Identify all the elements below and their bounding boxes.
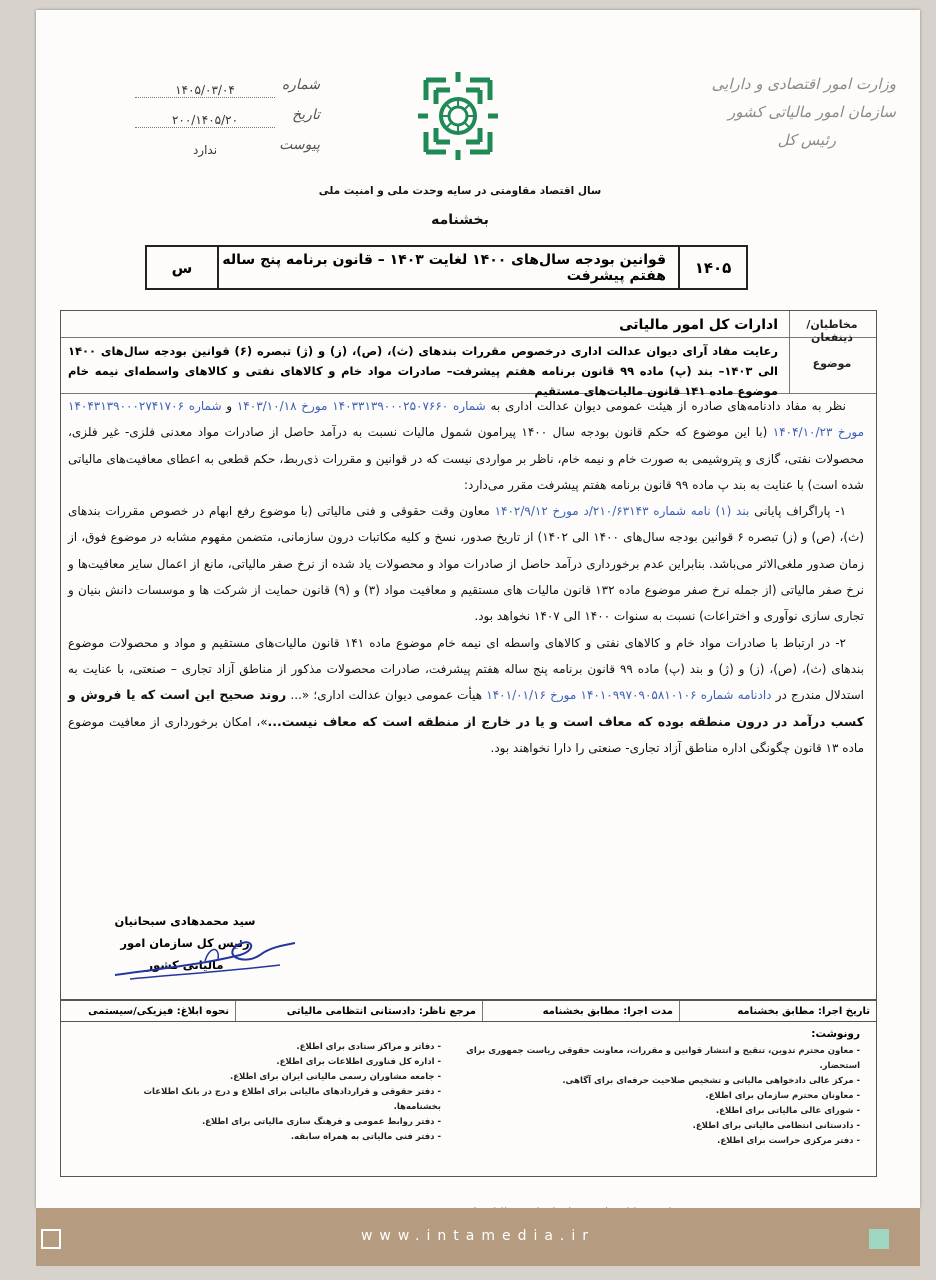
- text: ۲- در ارتباط با صادرات مواد خام و کالاهای نفتی و کالاهای واسطه ای نیمه خام موضوع ماده ۱۴۱ قانون مالیات‌های مستقیم و مواد و محصولات موضوع بندهای (ث)، (ص)، (ز) و (ژ) و بند (پ) ماده ۹۹ قانون برنامه پنج ساله هفتم پیشرفت، صادرات محصولات مذکور از مناطق آزاد تجاری – صنعتی، با عنایت به استدلال مندرج در: [68, 635, 864, 703]
- letter-meta: [110, 75, 320, 165]
- ministry-header: [666, 70, 896, 154]
- ministry-line: رئیس کل: [777, 131, 836, 149]
- addressee-value: ادارات کل امور مالیاتی: [619, 317, 778, 333]
- date-value: ۲۰۰/۱۴۰۵/۲۰: [135, 113, 275, 128]
- duration: مدت اجرا: مطابق بخشنامه: [482, 1001, 679, 1021]
- footer-strip: [36, 1208, 920, 1266]
- circular-table: [60, 310, 877, 1000]
- list-item: - دادستانی انتظامی مالیاتی برای اطلاع.: [692, 1121, 860, 1131]
- list-item: - دفتر فنی مالیاتی به همراه سابقه.: [290, 1132, 441, 1142]
- text: (با این موضوع که حکم قانون بودجه سال ۱۴۰۰ پیرامون شمول مالیات نسبت به درآمد حاصل از صادرات مواد معدنی فلزی- غیر فلزی، محصولات نفتی، گازی و پتروشیمی به صورت خام و نیمه خام، ناظر بر مواردی نیست که در قوانین و مقررات ذی‌ربط، حکم قطعی به اعطای معافیت‌های مالیاتی شده است) با عنایت به بند پ ماده ۹۹ قانون برنامه هفتم پیشرفت مقرر می‌دارد:: [68, 425, 864, 492]
- text: و: [221, 399, 237, 413]
- number-value: ۱۴۰۵/۰۳/۰۴: [135, 83, 275, 98]
- clause-2: [68, 630, 864, 761]
- list-item: - دفتر حقوقی و قراردادهای مالیاتی برای اطلاع و درج در بانک اطلاعات بخشنامه‌ها.: [143, 1087, 441, 1112]
- subject-label: موضوع: [812, 357, 852, 370]
- list-item: - دفاتر و مراکز ستادی برای اطلاع.: [296, 1042, 441, 1052]
- ministry-line: وزارت امور اقتصادی و دارایی: [711, 75, 896, 93]
- list-item: - شورای عالی مالیاتی برای اطلاع.: [715, 1106, 860, 1116]
- ministry-line: سازمان امور مالیاتی کشور: [728, 103, 896, 121]
- corner-square-icon: [868, 1228, 890, 1250]
- ruling-ref-1: شماره ۱۴۰۳۳۱۳۹۰۰۰۲۵۰۷۶۶۰ مورخ ۱۴۰۳/۱۰/۱۸: [236, 399, 486, 413]
- addressee-label: مخاطبان/ذینفعان: [806, 318, 858, 344]
- signer-name: سید محمدهادی سبحانیان: [114, 914, 256, 928]
- document-title: بخشنامه: [431, 212, 489, 228]
- circular-body: [68, 393, 864, 761]
- list-item: - جامعه مشاوران رسمی مالیاتی ایران برای اطلاع.: [229, 1072, 441, 1082]
- list-item: - دفتر مرکزی حراست برای اطلاع.: [717, 1136, 860, 1146]
- subject-title: قوانین بودجه سال‌های ۱۴۰۰ لغایت ۱۴۰۳ – قانون برنامه پنج ساله هفتم پیشرفت: [217, 247, 678, 288]
- list-item: - معاون محترم تدوین، تنقیح و انتشار قوانین و مقررات، معاونت حقوقی ریاست جمهوری برای استحضار.: [466, 1046, 860, 1071]
- subject-text: رعایت مفاد آرای دیوان عدالت اداری درخصوص مقررات بندهای (ث)، (ص)، (ز) و (ژ) تبصره (۶) قوانین بودجه سال‌های ۱۴۰۰ الی ۱۴۰۳– بند (پ) ماده ۹۹ قانون برنامه هفتم پیشرفت– صادرات مواد خام و کالاهای نفتی و کالاهای واسطه‌ای نیمه خام موضوع ماده ۱۴۱ قانون مالیات‌های مستقیم: [68, 344, 778, 398]
- intro-paragraph: [68, 393, 864, 498]
- text: نظر به مفاد دادنامه‌های صادره از هیئت عمومی دیوان عدالت اداری به: [485, 399, 846, 413]
- date-label: تاریخ: [292, 107, 320, 123]
- row-divider: [61, 337, 876, 338]
- handwritten-signature: [110, 925, 300, 985]
- quoted-ruling: روند صحیح این است که یا فروش و کسب درآمد در درون منطقه بوده که معاف است و یا در خارج از منطقه است که معاف نیست...: [68, 687, 865, 729]
- clause-1: [68, 498, 864, 629]
- subject-code: س: [171, 258, 193, 277]
- text: »، امکان برخورداری از معافیت موضوع ماده ۱۳ قانون چگونگی اداره مناطق آزاد تجاری- صنعتی را دارا نخواهند بود.: [68, 714, 864, 755]
- signer-title: رئیس کل سازمان امور مالیاتی کشور: [120, 936, 250, 972]
- ruling-ref-3: دادنامه شماره ۱۴۰۱۰۹۹۷۰۹۰۵۸۱۰۱۰۶ مورخ ۱۴۰۱/۰۱/۱۶: [486, 688, 772, 703]
- text: هیأت عمومی دیوان عدالت اداری؛ «...: [286, 688, 487, 703]
- cc-title: رونوشت:: [811, 1028, 860, 1040]
- text: ۱- پاراگراف پایانی: [749, 504, 847, 519]
- tax-organization-logo: [416, 68, 500, 164]
- subject-year: ۱۴۰۵: [678, 247, 746, 288]
- number-label: شماره: [281, 77, 320, 93]
- cc-list-left: [111, 1040, 441, 1145]
- ruling-ref-2: شماره ۱۴۰۴۳۱۳۹۰۰۰۲۷۴۱۷۰۶ مورخ ۱۴۰۴/۱۰/۲۳: [68, 399, 865, 440]
- letter-ref: بند (۱) نامه شماره ۲۱۰/۶۳۱۴۳/د مورخ ۱۴۰۲/۹/۱۲: [494, 504, 750, 519]
- cc-list-right: [440, 1044, 860, 1149]
- motto: سال اقتصاد مقاومتی در سایه وحدت ملی و امنیت ملی: [318, 185, 602, 197]
- notify-method: نحوه ابلاغ: فیزیکی/سیستمی: [88, 1005, 229, 1017]
- effective-date: تاریخ اجرا: مطابق بخشنامه: [679, 1001, 876, 1021]
- list-item: - دفتر روابط عمومی و فرهنگ سازی مالیاتی برای اطلاع.: [201, 1117, 441, 1127]
- copies-block: [60, 1022, 877, 1177]
- list-item: - اداره کل فناوری اطلاعات برای اطلاع.: [276, 1057, 441, 1067]
- list-item: - مرکز عالی دادخواهی مالیاتی و تشخیص صلاحیت حرفه‌ای برای آگاهی.: [562, 1076, 860, 1086]
- website: www.intamedia.ir: [360, 1228, 596, 1244]
- supervisor: مرجع ناظر: دادستانی انتظامی مالیاتی: [235, 1001, 482, 1021]
- attachment-value: ندارد: [192, 143, 218, 157]
- subject-box: [145, 245, 748, 290]
- text: معاون وقت حقوقی و فنی مالیاتی (با موضوع رفع ابهام در خصوص مقررات بندهای (ث)، (ص) و (ز) تبصره ۶ قوانین بودجه سال‌های ۱۴۰۰ الی ۱۴۰۲) از تاریخ صدور، نسخ و کلیه مکاتبات درون سازمانی، متضمن مفهوم مشابه در موضوع فوق، از زمان صدور ملغی‌الاثر می‌باشد. بنابراین عدم برخورداری درآمد حاصل از صادرات مواد و محصولات یاد شده از نرخ صفر مالیاتی، مانع از اعمال سایر معافیت‌ها و نرخ صفر مالیاتی (از جمله نرخ صفر موضوع ماده ۱۳۲ قانون مالیات های مستقیم و معافیت مواد (۳) و (۹) قانون حمایت از شرکت ها و موسسات دانش بنیان و تجاری سازی نوآوری و اختراعات) نسبت به سنوات ۱۴۰۰ الی ۱۴۰۷ نخواهد بود.: [68, 504, 865, 624]
- list-item: - معاونان محترم سازمان برای اطلاع.: [705, 1091, 860, 1101]
- attachment-label: پیوست: [279, 137, 320, 153]
- execution-row: [60, 1000, 877, 1022]
